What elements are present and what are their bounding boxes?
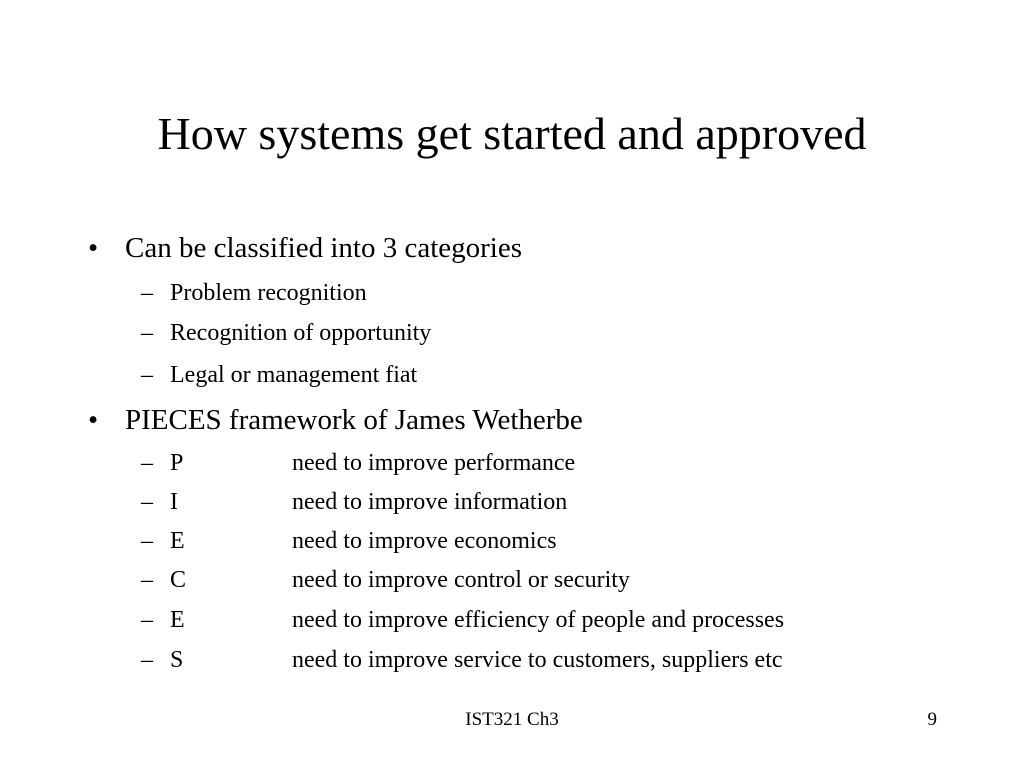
pieces-description: need to improve service to customers, suppliers etc xyxy=(292,647,783,673)
pieces-description: need to improve economics xyxy=(292,528,557,554)
dash-marker: – xyxy=(141,450,153,476)
dash-marker: – xyxy=(141,647,153,673)
sub-item-text: Problem recognition xyxy=(170,280,367,306)
pieces-description: need to improve control or security xyxy=(292,567,630,593)
pieces-letter: P xyxy=(170,450,184,476)
dash-marker: – xyxy=(141,567,153,593)
footer-course: IST321 Ch3 xyxy=(465,709,559,730)
dash-marker: – xyxy=(141,362,153,388)
pieces-letter: S xyxy=(170,647,184,673)
dash-marker: – xyxy=(141,280,153,306)
pieces-letter: I xyxy=(170,489,178,515)
dash-marker: – xyxy=(141,607,153,633)
slide-title: How systems get started and approved xyxy=(157,108,867,159)
dash-marker: – xyxy=(141,320,153,346)
bullet-marker: • xyxy=(88,404,99,436)
pieces-letter: C xyxy=(170,567,187,593)
dash-marker: – xyxy=(141,528,153,554)
footer-page-number: 9 xyxy=(927,709,937,730)
pieces-letter: E xyxy=(170,607,185,633)
pieces-description: need to improve efficiency of people and processes xyxy=(292,607,785,633)
pieces-description: need to improve information xyxy=(292,489,568,515)
bullet-marker: • xyxy=(88,232,99,264)
pieces-description: need to improve performance xyxy=(292,450,576,476)
dash-marker: – xyxy=(141,489,153,515)
pieces-letter: E xyxy=(170,528,185,554)
bullet-text: PIECES framework of James Wetherbe xyxy=(125,404,583,436)
bullet-text: Can be classified into 3 categories xyxy=(125,232,523,264)
sub-item-text: Recognition of opportunity xyxy=(170,320,432,346)
sub-item-text: Legal or management fiat xyxy=(170,362,418,388)
